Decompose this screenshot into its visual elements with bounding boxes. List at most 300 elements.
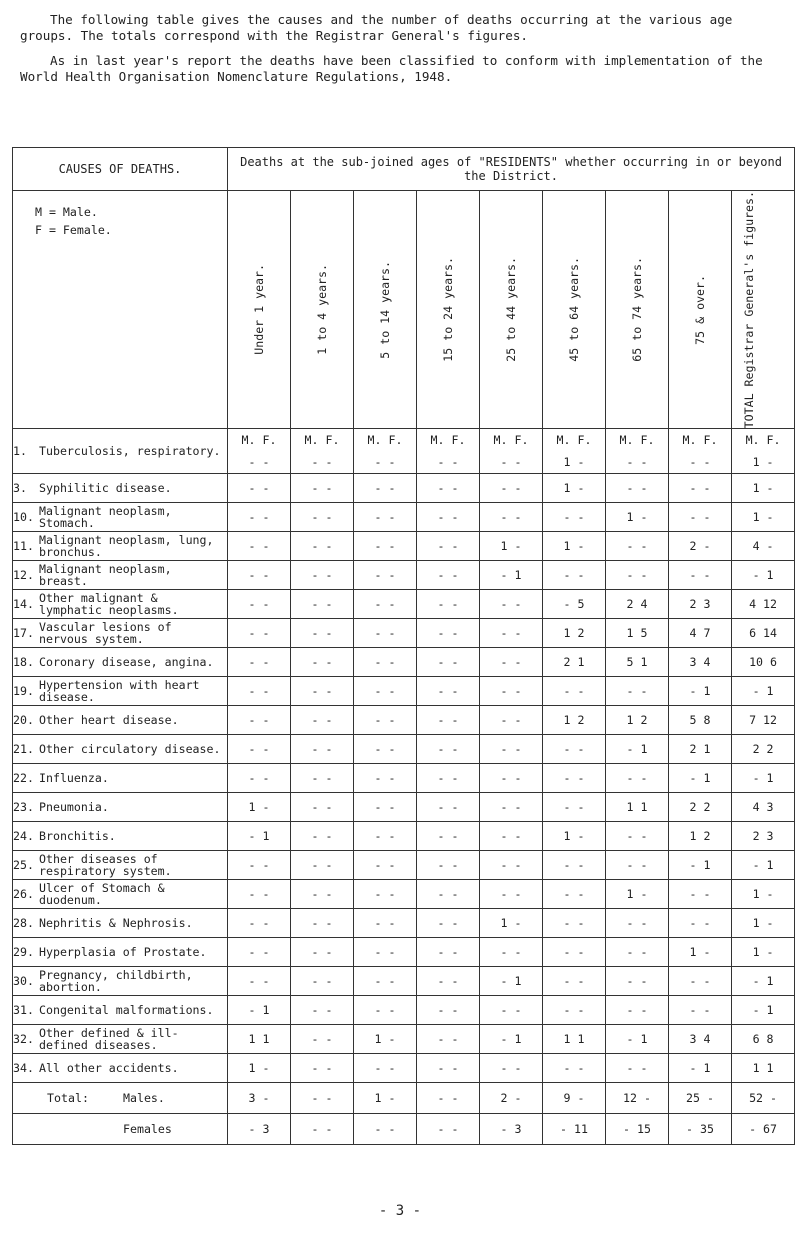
count-value: - -	[437, 858, 459, 873]
count-cell	[480, 532, 543, 561]
count-cell	[354, 474, 417, 503]
count-cell	[417, 619, 480, 648]
count-value: 2 2	[689, 800, 711, 815]
table-row	[13, 822, 795, 851]
count-value: - -	[311, 481, 333, 496]
cause-cell	[13, 429, 228, 474]
cause-name: Hypertension with heart disease.	[39, 678, 200, 705]
count-value: 4 3	[752, 800, 774, 815]
total-value: - 11	[543, 1114, 606, 1145]
count-value: - -	[500, 887, 522, 902]
count-value: - -	[311, 887, 333, 902]
count-cell	[543, 532, 606, 561]
count-value: 2 4	[626, 597, 648, 612]
count-cell	[228, 996, 291, 1025]
count-value: - 1	[248, 1003, 270, 1018]
legend-male: M = Male.	[35, 205, 98, 219]
totals-label: Total:	[47, 1091, 89, 1106]
count-value: - -	[626, 684, 648, 699]
count-cell	[417, 735, 480, 764]
count-value: 1 -	[500, 539, 522, 554]
count-cell	[606, 590, 669, 619]
intro-text	[20, 12, 790, 95]
count-value: - 1	[752, 568, 774, 583]
count-value: - -	[437, 1003, 459, 1018]
count-cell	[669, 590, 732, 619]
count-cell	[606, 880, 669, 909]
totals-sex-label: Females	[123, 1122, 172, 1137]
count-value: - -	[689, 481, 711, 496]
count-cell	[228, 735, 291, 764]
total-value: - 67	[732, 1114, 795, 1145]
table-row	[13, 429, 795, 474]
table-row	[13, 503, 795, 532]
age-header-under-1: Under 1 year.	[251, 264, 266, 356]
count-value: - 1	[752, 974, 774, 989]
cause-cell	[13, 851, 228, 880]
count-value: - -	[311, 945, 333, 960]
count-value: - -	[311, 597, 333, 612]
count-cell	[228, 706, 291, 735]
count-cell	[291, 561, 354, 590]
count-value: - -	[311, 568, 333, 583]
totals-females-row	[13, 1114, 795, 1145]
count-value: - 1	[500, 1032, 522, 1047]
count-value: - -	[563, 1003, 585, 1018]
count-value: - -	[563, 916, 585, 931]
count-value: - -	[374, 858, 396, 873]
count-cell	[354, 822, 417, 851]
count-cell	[228, 677, 291, 706]
count-cell	[732, 793, 795, 822]
cause-cell	[13, 532, 228, 561]
count-cell	[606, 851, 669, 880]
count-cell	[669, 429, 732, 474]
count-cell	[417, 590, 480, 619]
count-cell	[417, 1025, 480, 1054]
count-cell	[606, 909, 669, 938]
total-value: - 35	[669, 1114, 732, 1145]
count-value: 4 -	[752, 539, 774, 554]
count-value: - -	[500, 1003, 522, 1018]
table-row	[13, 474, 795, 503]
count-value: - -	[311, 539, 333, 554]
count-cell	[732, 677, 795, 706]
intro-paragraph-1: The following table gives the causes and the number of deaths occurring at the various age groups. The totals correspond with the Registrar General's figures.	[20, 12, 733, 43]
count-value: - -	[374, 568, 396, 583]
count-cell	[354, 909, 417, 938]
cause-name: Other diseases of respiratory system.	[39, 852, 172, 879]
count-value: - 1	[752, 771, 774, 786]
count-value: - -	[437, 742, 459, 757]
count-value: - -	[374, 510, 396, 525]
age-header-5-14: 5 to 14 years.	[377, 260, 392, 359]
cause-cell	[13, 880, 228, 909]
cause-cell	[13, 590, 228, 619]
count-value: - -	[500, 481, 522, 496]
cause-name: Hyperplasia of Prostate.	[39, 945, 207, 960]
count-value: - -	[311, 684, 333, 699]
count-value: - -	[626, 829, 648, 844]
count-cell	[669, 706, 732, 735]
mf-label: M. F.	[430, 433, 466, 448]
count-cell	[732, 967, 795, 996]
count-value: - -	[374, 713, 396, 728]
cause-number: 34.	[13, 1061, 34, 1076]
count-cell	[417, 880, 480, 909]
count-value: 2 1	[689, 742, 711, 757]
count-value: 1 2	[563, 713, 585, 728]
count-value: - -	[374, 974, 396, 989]
count-value: - -	[248, 945, 270, 960]
count-value: - -	[374, 597, 396, 612]
count-value: 1 -	[563, 481, 585, 496]
count-cell	[669, 735, 732, 764]
count-value: - -	[374, 829, 396, 844]
mf-label: M. F.	[367, 433, 403, 448]
cause-cell	[13, 503, 228, 532]
cause-name: Other circulatory disease.	[39, 742, 221, 757]
count-cell	[543, 503, 606, 532]
count-value: - -	[437, 887, 459, 902]
count-value: - -	[311, 916, 333, 931]
count-cell	[354, 938, 417, 967]
total-value: 25 -	[669, 1083, 732, 1114]
count-cell	[291, 648, 354, 677]
count-cell	[417, 967, 480, 996]
count-cell	[417, 851, 480, 880]
deaths-table	[12, 147, 795, 1145]
table-row	[13, 648, 795, 677]
age-header-1-4: 1 to 4 years.	[314, 264, 329, 356]
count-value: - 1	[500, 974, 522, 989]
count-cell	[417, 938, 480, 967]
cause-number: 22.	[13, 771, 34, 786]
count-cell	[669, 851, 732, 880]
count-cell	[291, 909, 354, 938]
count-value: - -	[311, 713, 333, 728]
count-cell	[669, 648, 732, 677]
age-header-45-64: 45 to 64 years.	[566, 257, 581, 363]
count-value: - -	[437, 597, 459, 612]
count-cell	[480, 822, 543, 851]
count-value: - -	[437, 655, 459, 670]
count-cell	[354, 619, 417, 648]
count-cell	[669, 822, 732, 851]
count-value: 1 1	[626, 800, 648, 815]
count-value: - -	[311, 800, 333, 815]
count-value: - -	[248, 974, 270, 989]
cause-name: Pregnancy, childbirth, abortion.	[39, 968, 193, 995]
count-value: 1 -	[689, 945, 711, 960]
count-cell	[354, 648, 417, 677]
count-value: - -	[248, 858, 270, 873]
count-cell	[228, 561, 291, 590]
count-cell	[732, 474, 795, 503]
count-value: - -	[437, 829, 459, 844]
count-cell	[732, 1054, 795, 1083]
count-value: - -	[311, 655, 333, 670]
count-cell	[543, 822, 606, 851]
count-cell	[291, 764, 354, 793]
count-value: - -	[374, 684, 396, 699]
cause-name: Vascular lesions of nervous system.	[39, 620, 172, 647]
cause-cell	[13, 967, 228, 996]
count-value: - -	[374, 916, 396, 931]
count-cell	[354, 590, 417, 619]
count-cell	[732, 764, 795, 793]
count-value: - -	[437, 539, 459, 554]
cause-cell	[13, 764, 228, 793]
count-value: - -	[500, 597, 522, 612]
count-value: - 1	[500, 568, 522, 583]
count-cell	[228, 967, 291, 996]
age-header-total: TOTAL Registrar General's figures.	[742, 191, 757, 429]
count-value: - -	[689, 887, 711, 902]
count-value: 2 3	[689, 597, 711, 612]
count-cell	[480, 503, 543, 532]
count-value: - 1	[752, 1003, 774, 1018]
count-cell	[228, 1054, 291, 1083]
count-cell	[417, 1054, 480, 1083]
count-cell	[228, 1025, 291, 1054]
count-value: - -	[248, 597, 270, 612]
count-cell	[480, 1054, 543, 1083]
count-cell	[228, 822, 291, 851]
cause-number: 23.	[13, 800, 34, 815]
count-value: - -	[437, 974, 459, 989]
count-cell	[543, 764, 606, 793]
count-cell	[228, 851, 291, 880]
table-row	[13, 706, 795, 735]
count-value: - -	[563, 858, 585, 873]
count-cell	[291, 677, 354, 706]
count-value: - -	[500, 510, 522, 525]
count-value: - -	[311, 1061, 333, 1076]
cause-cell	[13, 619, 228, 648]
cause-cell	[13, 1054, 228, 1083]
count-value: - -	[374, 1061, 396, 1076]
count-cell	[354, 996, 417, 1025]
count-cell	[417, 677, 480, 706]
count-cell	[228, 909, 291, 938]
count-value: 6 8	[752, 1032, 774, 1047]
cause-name: Coronary disease, angina.	[39, 655, 214, 670]
count-cell	[606, 561, 669, 590]
count-value: - -	[689, 1003, 711, 1018]
count-value: - -	[437, 800, 459, 815]
count-cell	[606, 474, 669, 503]
count-value: 1 -	[752, 887, 774, 902]
count-value: - -	[626, 568, 648, 583]
count-cell	[417, 561, 480, 590]
cause-number: 21.	[13, 742, 34, 757]
count-cell	[291, 429, 354, 474]
count-cell	[354, 764, 417, 793]
count-value: - -	[311, 626, 333, 641]
count-value: - -	[626, 539, 648, 554]
count-value: - -	[563, 800, 585, 815]
cause-name: Influenza.	[39, 771, 109, 786]
count-value: - -	[626, 481, 648, 496]
count-value: - -	[248, 916, 270, 931]
cause-name: Congenital malformations.	[39, 1003, 214, 1018]
count-value: 3 4	[689, 1032, 711, 1047]
count-value: - -	[626, 455, 648, 470]
count-value: 1 1	[752, 1061, 774, 1076]
count-value: 2 1	[563, 655, 585, 670]
count-value: 1 2	[626, 713, 648, 728]
count-cell	[228, 648, 291, 677]
count-cell	[669, 909, 732, 938]
count-value: 1 -	[752, 510, 774, 525]
count-cell	[669, 764, 732, 793]
cause-name: Bronchitis.	[39, 829, 116, 844]
count-value: 3 4	[689, 655, 711, 670]
count-value: 1 -	[374, 1032, 396, 1047]
table-row	[13, 1054, 795, 1083]
count-cell	[291, 590, 354, 619]
count-value: - -	[563, 568, 585, 583]
count-value: - 1	[248, 829, 270, 844]
count-value: - -	[563, 1061, 585, 1076]
count-cell	[606, 1054, 669, 1083]
count-value: - -	[248, 655, 270, 670]
count-cell	[480, 967, 543, 996]
count-cell	[354, 880, 417, 909]
count-cell	[354, 793, 417, 822]
count-cell	[417, 764, 480, 793]
count-value: - -	[374, 771, 396, 786]
count-value: - -	[626, 771, 648, 786]
table-row	[13, 735, 795, 764]
table-row	[13, 996, 795, 1025]
cause-number: 29.	[13, 945, 34, 960]
count-cell	[480, 648, 543, 677]
count-value: - -	[500, 800, 522, 815]
count-cell	[732, 735, 795, 764]
count-value: - -	[248, 713, 270, 728]
table-row	[13, 1025, 795, 1054]
count-cell	[291, 619, 354, 648]
count-value: - -	[500, 945, 522, 960]
count-value: - -	[437, 945, 459, 960]
count-value: 1 1	[248, 1032, 270, 1047]
table-row	[13, 764, 795, 793]
count-value: - -	[374, 800, 396, 815]
page-number: - 3 -	[378, 1203, 422, 1219]
count-value: - -	[626, 916, 648, 931]
count-cell	[543, 619, 606, 648]
cause-cell	[13, 706, 228, 735]
count-cell	[417, 909, 480, 938]
count-value: - -	[311, 510, 333, 525]
count-cell	[606, 677, 669, 706]
count-value: 7 12	[749, 713, 777, 728]
cause-cell	[13, 938, 228, 967]
count-value: - -	[248, 481, 270, 496]
count-cell	[417, 706, 480, 735]
count-value: - -	[689, 974, 711, 989]
count-value: - 1	[752, 684, 774, 699]
count-value: - -	[563, 684, 585, 699]
table-row	[13, 938, 795, 967]
count-cell	[291, 938, 354, 967]
count-cell	[606, 735, 669, 764]
count-cell	[669, 793, 732, 822]
total-value: - 3	[228, 1114, 291, 1145]
count-cell	[732, 706, 795, 735]
count-cell	[606, 619, 669, 648]
count-cell	[606, 764, 669, 793]
count-cell	[606, 648, 669, 677]
count-value: - -	[563, 974, 585, 989]
total-value: 3 -	[228, 1083, 291, 1114]
age-header-65-74: 65 to 74 years.	[629, 257, 644, 363]
count-value: - -	[689, 455, 711, 470]
count-value: - -	[437, 481, 459, 496]
count-value: 1 -	[563, 455, 585, 470]
cause-number: 1.	[13, 444, 27, 459]
count-value: - -	[437, 455, 459, 470]
cause-cell	[13, 474, 228, 503]
count-value: - -	[437, 684, 459, 699]
count-value: - -	[374, 742, 396, 757]
count-value: - -	[248, 510, 270, 525]
count-cell	[606, 967, 669, 996]
count-cell	[480, 706, 543, 735]
count-cell	[543, 561, 606, 590]
count-value: - 1	[689, 684, 711, 699]
count-cell	[606, 532, 669, 561]
table-row	[13, 851, 795, 880]
count-cell	[417, 429, 480, 474]
count-cell	[732, 996, 795, 1025]
count-cell	[291, 735, 354, 764]
cause-number: 19.	[13, 684, 34, 699]
count-cell	[354, 1054, 417, 1083]
count-value: - -	[311, 455, 333, 470]
count-value: - -	[374, 887, 396, 902]
count-value: 2 -	[689, 539, 711, 554]
mf-label: M. F.	[241, 433, 277, 448]
count-cell	[732, 429, 795, 474]
total-value: 52 -	[732, 1083, 795, 1114]
count-value: - 1	[626, 1032, 648, 1047]
count-cell	[228, 474, 291, 503]
table-row	[13, 532, 795, 561]
count-value: - -	[500, 1061, 522, 1076]
count-value: - -	[563, 945, 585, 960]
count-value: - -	[500, 626, 522, 641]
count-cell	[291, 996, 354, 1025]
count-value: - -	[500, 771, 522, 786]
count-value: - -	[248, 626, 270, 641]
count-cell	[291, 1025, 354, 1054]
count-cell	[606, 1025, 669, 1054]
count-cell	[669, 619, 732, 648]
count-cell	[606, 822, 669, 851]
cause-number: 10.	[13, 510, 34, 525]
count-cell	[606, 996, 669, 1025]
count-cell	[291, 793, 354, 822]
count-value: - -	[563, 771, 585, 786]
cause-number: 17.	[13, 626, 34, 641]
count-value: - -	[437, 771, 459, 786]
count-cell	[543, 909, 606, 938]
count-value: - -	[374, 626, 396, 641]
count-value: - 1	[752, 858, 774, 873]
